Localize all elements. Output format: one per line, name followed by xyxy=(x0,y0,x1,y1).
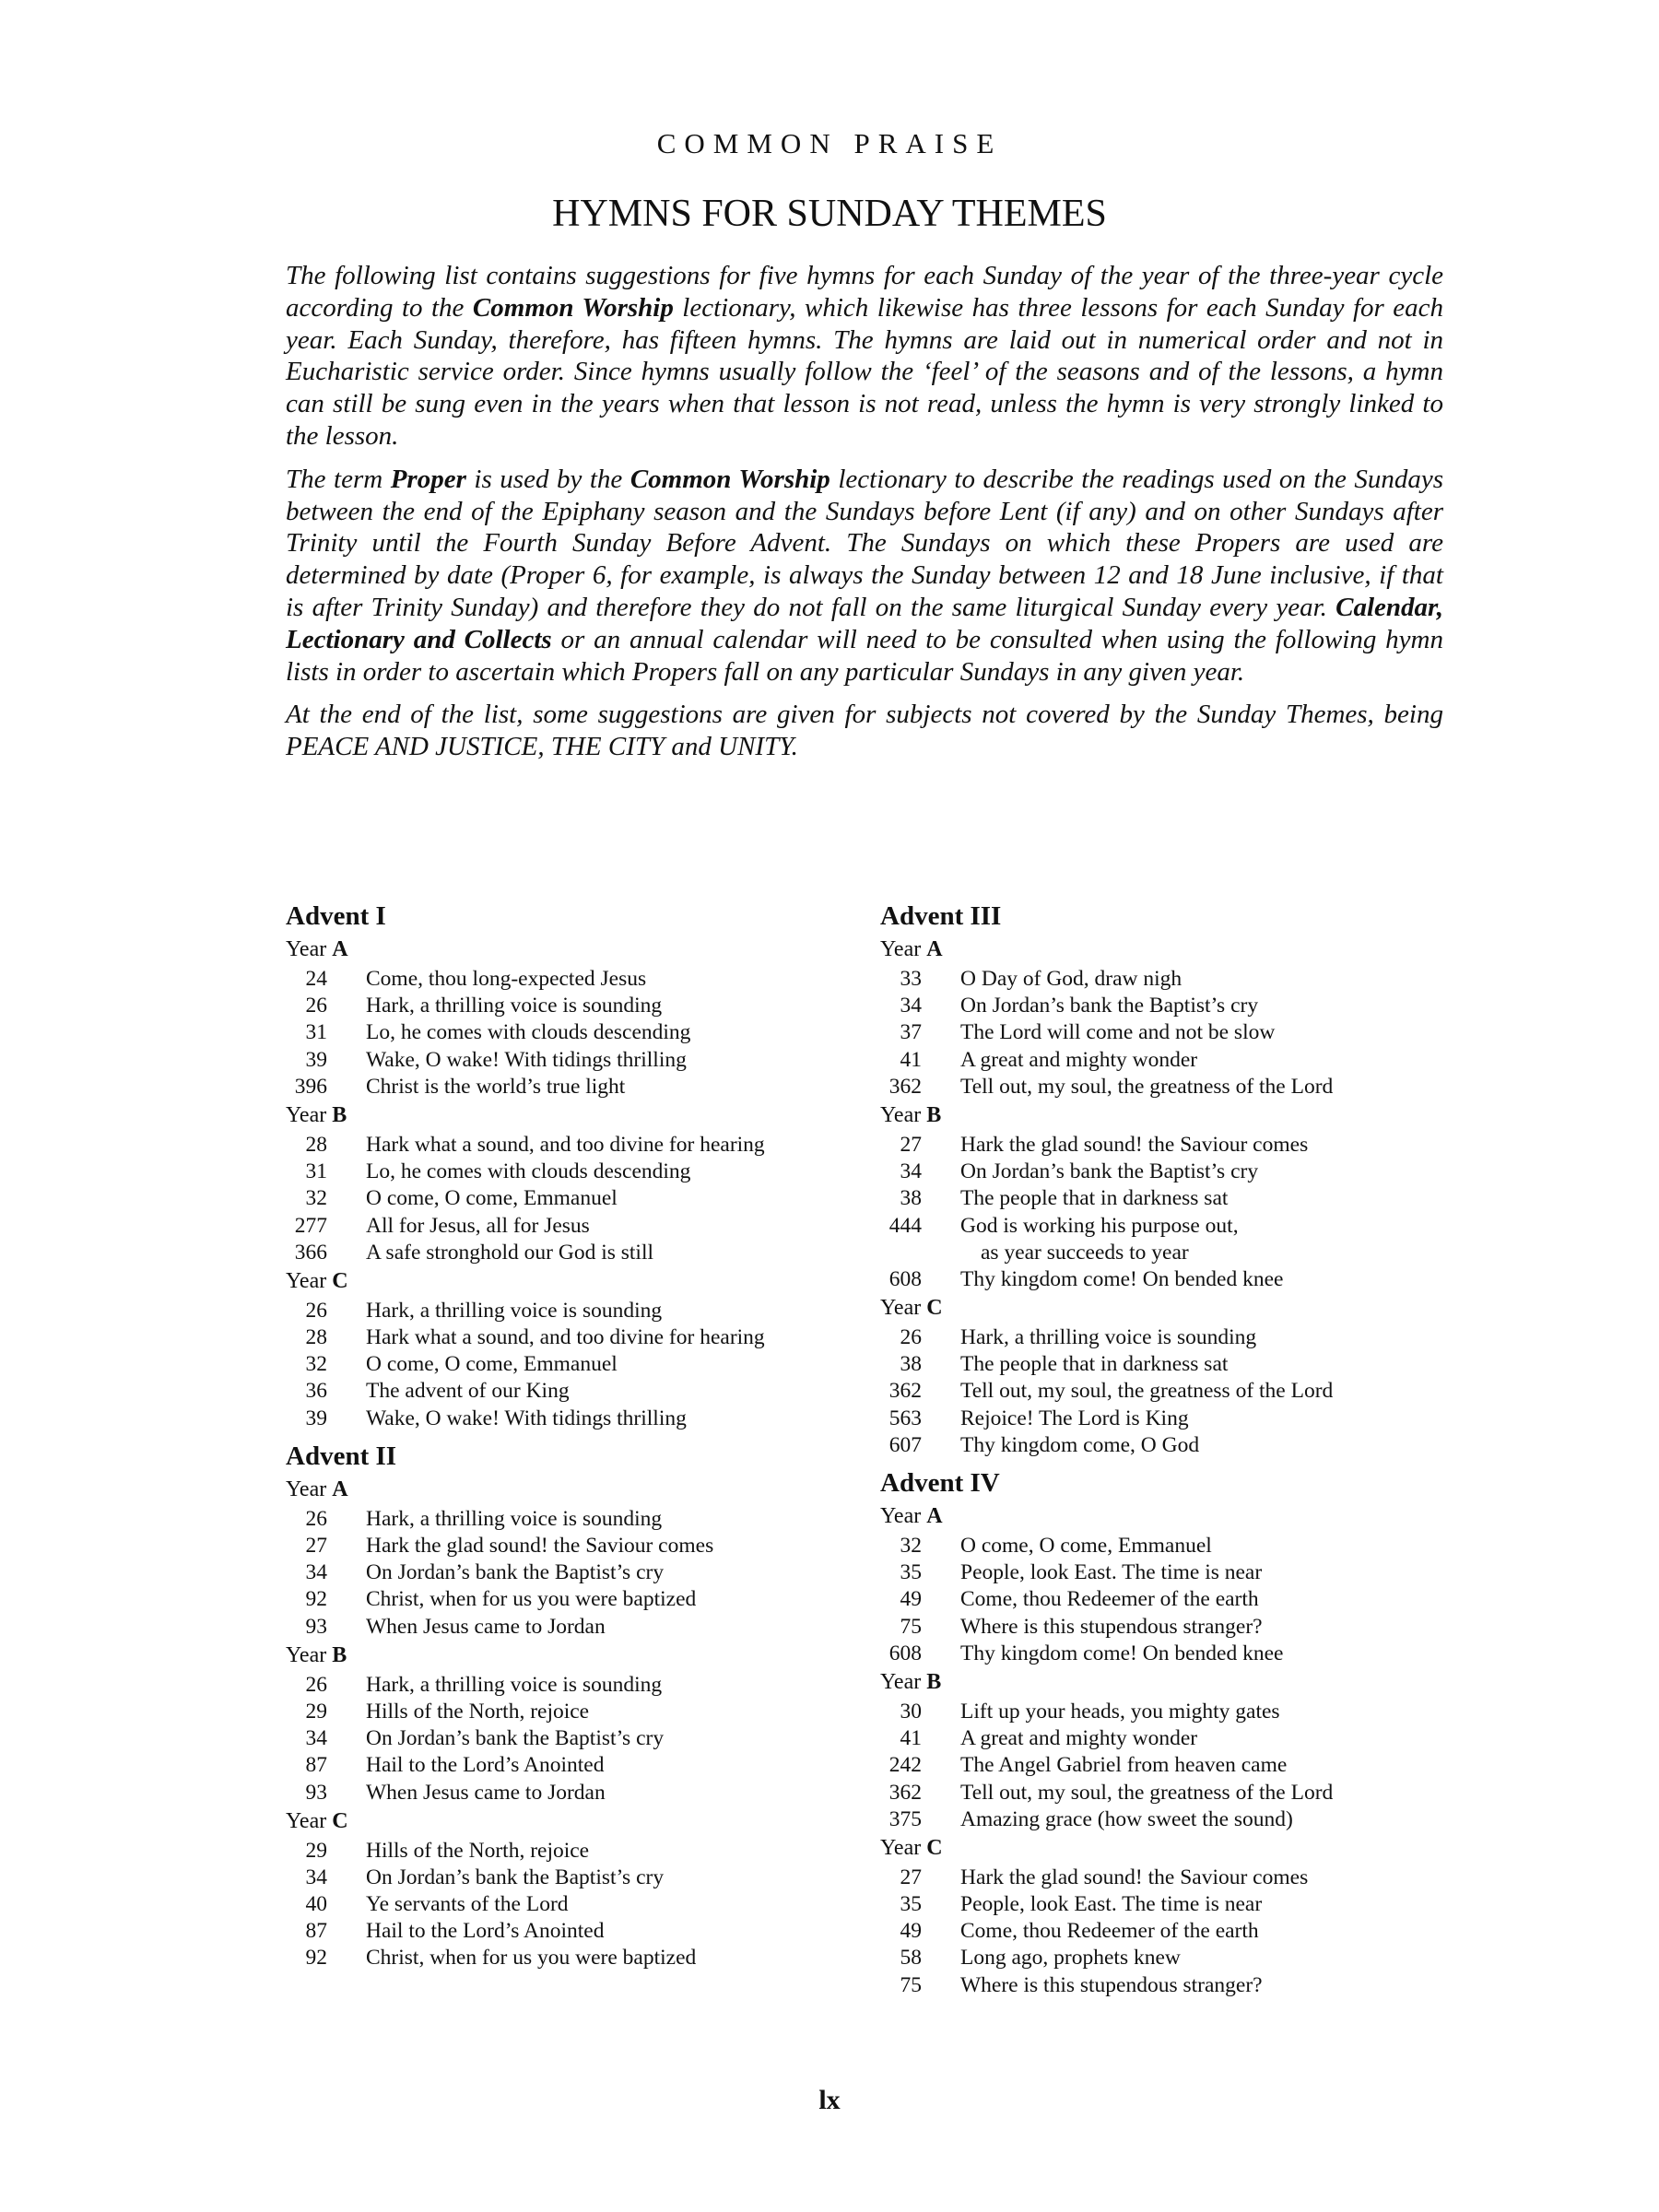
hymn-title: Hark what a sound, and too divine for hearing xyxy=(366,1325,765,1350)
hymn-title: Christ is the world’s true light xyxy=(366,1074,626,1099)
hymn-entry xyxy=(286,1240,857,1266)
year-label: Year xyxy=(286,1808,333,1833)
year-group xyxy=(286,1808,857,1972)
hymn-title: Thy kingdom come, O God xyxy=(960,1432,1200,1457)
season-heading: Advent I xyxy=(286,901,386,931)
hymn-entry xyxy=(880,1185,1452,1212)
hymn-title: The Lord will come and not be slow xyxy=(960,1020,1276,1045)
year-letter: C xyxy=(332,1268,348,1293)
year-group xyxy=(880,1503,1452,1667)
hymn-entry xyxy=(286,1780,857,1806)
hymn-entry xyxy=(286,1047,857,1074)
hymn-entry xyxy=(880,1752,1452,1779)
emphasis-text: Proper xyxy=(390,464,466,494)
year-letter: B xyxy=(332,1102,347,1127)
hymn-entry xyxy=(880,1378,1452,1405)
hymn-title: On Jordan’s bank the Baptist’s cry xyxy=(366,1560,665,1585)
hymn-entry xyxy=(880,1614,1452,1641)
year-label: Year xyxy=(880,1296,927,1321)
text-run: lectionary, which likewise has three lessons for each Sunday for each year. Each Sunday, therefore, has fifteen hymns. The hymns are laid out in numerical order and not in Eucharistic service order. Since hymns usually follow the ‘feel’ of the seasons and of the lessons, a hymn can still be sung even in the years when that lesson is not read, unless the hymn is very strongly linked to the lesson. xyxy=(286,292,1443,451)
hymn-entry xyxy=(286,1159,857,1185)
hymn-entry xyxy=(286,1406,857,1432)
year-heading xyxy=(880,936,1452,962)
hymn-title: Hark the glad sound! the Saviour comes xyxy=(960,1132,1309,1157)
hymn-number: 608 xyxy=(888,1641,922,1665)
hymn-number: 75 xyxy=(900,1972,922,1997)
hymn-number: 362 xyxy=(888,1780,922,1805)
hymn-entry xyxy=(286,1074,857,1100)
year-heading xyxy=(286,1808,857,1834)
hymn-entry xyxy=(880,1806,1452,1833)
year-heading xyxy=(286,1477,857,1502)
hymn-entry xyxy=(286,966,857,993)
year-letter: B xyxy=(926,1669,942,1694)
hymn-entry xyxy=(286,1752,857,1779)
season-heading: Advent II xyxy=(286,1441,397,1471)
hymn-entry xyxy=(286,1506,857,1533)
hymn-title: O come, O come, Emmanuel xyxy=(366,1186,618,1211)
text-run: The following list contains suggestions for five hymns for each Sunday of the year of the three-year cycle according to the xyxy=(286,261,1443,323)
year-label: Year xyxy=(880,1835,927,1860)
hymn-number: 607 xyxy=(888,1432,922,1457)
hymn-number: 444 xyxy=(888,1213,922,1238)
hymn-title: Wake, O wake! With tidings thrilling xyxy=(366,1047,687,1072)
hymn-title: Come, thou long-expected Jesus xyxy=(366,967,647,991)
hymn-entry xyxy=(880,1019,1452,1046)
year-group xyxy=(880,1669,1452,1833)
hymn-number: 31 xyxy=(305,1020,327,1045)
year-label: Year xyxy=(880,1504,927,1528)
hymn-number: 36 xyxy=(305,1379,327,1404)
hymn-entry xyxy=(880,1918,1452,1945)
hymn-entry xyxy=(286,1699,857,1725)
hymn-number: 26 xyxy=(305,1298,327,1323)
intro-text xyxy=(286,260,1443,774)
hymn-number: 563 xyxy=(888,1406,922,1430)
hymn-entry xyxy=(286,1185,857,1212)
hymn-entry xyxy=(286,1298,857,1324)
hymn-title: The advent of our King xyxy=(366,1379,570,1404)
hymn-title: When Jesus came to Jordan xyxy=(366,1780,606,1805)
hymn-number: 34 xyxy=(305,1726,327,1751)
hymn-entry xyxy=(286,1132,857,1159)
hymn-number: 41 xyxy=(900,1047,922,1072)
year-letter: C xyxy=(926,1835,943,1860)
hymn-entry xyxy=(880,1559,1452,1586)
year-heading xyxy=(286,936,857,962)
hymn-title: On Jordan’s bank the Baptist’s cry xyxy=(366,1726,665,1751)
year-heading xyxy=(880,1835,1452,1861)
hymn-number: 28 xyxy=(305,1132,327,1157)
emphasis-text: Common Worship xyxy=(472,292,674,323)
year-letter: A xyxy=(926,1504,943,1528)
hymn-title: Come, thou Redeemer of the earth xyxy=(960,1587,1259,1612)
hymn-entry xyxy=(880,993,1452,1019)
page-number: lx xyxy=(818,2085,841,2115)
intro-paragraph-2 xyxy=(286,464,1443,688)
hymn-number: 35 xyxy=(900,1892,922,1917)
hymn-number: 35 xyxy=(900,1560,922,1585)
hymn-title: The Angel Gabriel from heaven came xyxy=(960,1753,1288,1778)
text-run: is used by the xyxy=(465,464,630,494)
year-letter: C xyxy=(926,1296,943,1321)
hymn-number: 26 xyxy=(305,994,327,1018)
year-heading xyxy=(286,1642,857,1668)
hymn-number: 93 xyxy=(305,1614,327,1639)
hymn-title: Hark, a thrilling voice is sounding xyxy=(960,1325,1257,1350)
hymn-title: Thy kingdom come! On bended knee xyxy=(960,1266,1284,1291)
year-group xyxy=(286,1268,857,1432)
hymn-entry xyxy=(286,1945,857,1971)
hymn-entry xyxy=(286,1351,857,1378)
year-label: Year xyxy=(880,1669,927,1694)
hymn-title: Christ, when for us you were baptized xyxy=(366,1946,697,1971)
hymn-number: 92 xyxy=(305,1587,327,1612)
hymn-entry xyxy=(880,1699,1452,1725)
hymn-title: Amazing grace (how sweet the sound) xyxy=(960,1806,1293,1831)
hymn-number: 26 xyxy=(305,1672,327,1697)
hymn-number: 40 xyxy=(305,1892,327,1917)
hymn-title: O come, O come, Emmanuel xyxy=(960,1534,1212,1558)
hymn-number: 31 xyxy=(305,1159,327,1184)
year-letter: A xyxy=(332,1477,348,1501)
hymn-number: 34 xyxy=(900,1159,922,1184)
hymn-entry xyxy=(286,1559,857,1586)
hymn-entry xyxy=(880,1586,1452,1613)
hymn-title: The people that in darkness sat xyxy=(960,1186,1229,1211)
hymn-title: When Jesus came to Jordan xyxy=(366,1614,606,1639)
hymn-entry xyxy=(880,1351,1452,1378)
hymn-entry xyxy=(880,1074,1452,1100)
hymn-entry xyxy=(286,1614,857,1641)
year-group xyxy=(880,1295,1452,1459)
hymn-title: Hark, a thrilling voice is sounding xyxy=(366,1672,663,1697)
year-letter: B xyxy=(926,1102,942,1127)
hymn-number: 38 xyxy=(900,1186,922,1211)
column-left xyxy=(286,896,857,1976)
hymn-number: 33 xyxy=(900,967,922,991)
year-label: Year xyxy=(286,1268,333,1293)
emphasis-text: Common Worship xyxy=(629,464,830,494)
hymn-number: 396 xyxy=(294,1074,327,1099)
year-letter: B xyxy=(332,1642,347,1667)
hymn-entry xyxy=(880,1047,1452,1074)
hymn-title: A great and mighty wonder xyxy=(960,1047,1198,1072)
hymn-title: Rejoice! The Lord is King xyxy=(960,1406,1189,1430)
hymn-entry xyxy=(880,1266,1452,1293)
hymn-entry xyxy=(880,1641,1452,1667)
hymn-number: 41 xyxy=(900,1726,922,1751)
year-group xyxy=(286,1642,857,1806)
hymn-number: 34 xyxy=(305,1865,327,1889)
text-run: At the end of the list, some suggestions are given for subjects not covered by the Sunday Themes, being PEACE AND JUSTICE, THE CITY and UNITY. xyxy=(286,700,1443,762)
hymn-number: 39 xyxy=(305,1047,327,1072)
hymn-number: 27 xyxy=(900,1865,922,1889)
running-head: COMMON PRAISE xyxy=(656,127,1003,159)
hymn-title: Hills of the North, rejoice xyxy=(366,1699,590,1724)
hymn-number: 366 xyxy=(294,1240,327,1265)
hymn-entry xyxy=(286,1865,857,1891)
hymn-number: 87 xyxy=(305,1919,327,1944)
hymn-entry xyxy=(286,1324,857,1351)
hymn-number: 362 xyxy=(888,1379,922,1404)
hymn-entry xyxy=(880,1865,1452,1891)
hymn-entry xyxy=(286,1891,857,1918)
hymn-title: People, look East. The time is near xyxy=(960,1892,1263,1917)
year-heading xyxy=(880,1102,1452,1128)
hymn-title: Lo, he comes with clouds descending xyxy=(366,1020,691,1045)
hymn-title: Hark, a thrilling voice is sounding xyxy=(366,1298,663,1323)
hymn-number: 58 xyxy=(900,1946,922,1971)
hymn-number: 362 xyxy=(888,1074,922,1099)
hymn-entry xyxy=(286,1838,857,1865)
hymn-number: 92 xyxy=(305,1946,327,1971)
hymn-entry xyxy=(880,966,1452,993)
season-section xyxy=(286,896,857,1432)
hymn-number: 26 xyxy=(900,1325,922,1350)
season-section xyxy=(286,1436,857,1972)
hymn-number: 29 xyxy=(305,1699,327,1724)
hymn-entry xyxy=(880,1725,1452,1752)
hymn-entry xyxy=(286,1586,857,1613)
hymn-entry xyxy=(880,1132,1452,1159)
hymn-title: Hail to the Lord’s Anointed xyxy=(366,1753,605,1778)
hymn-number: 38 xyxy=(900,1352,922,1377)
hymn-entry xyxy=(880,1972,1452,1999)
column-right xyxy=(880,896,1452,2003)
text-run: or an annual calendar will need to be consulted when using the following hymn lists in order to ascertain which Propers fall on any particular Sundays in any given year. xyxy=(286,624,1443,687)
hymn-title: Hark, a thrilling voice is sounding xyxy=(366,994,663,1018)
hymn-entry xyxy=(880,1780,1452,1806)
hymn-number: 49 xyxy=(900,1587,922,1612)
intro-paragraph-3 xyxy=(286,699,1443,763)
hymn-entry xyxy=(880,1432,1452,1459)
hymn-number: 277 xyxy=(294,1213,327,1238)
year-group xyxy=(286,936,857,1100)
hymn-title: Long ago, prophets knew xyxy=(960,1946,1181,1971)
hymn-number: 37 xyxy=(900,1020,922,1045)
hymn-title: Tell out, my soul, the greatness of the Lord xyxy=(960,1379,1334,1404)
hymn-entry xyxy=(286,1019,857,1046)
hymn-number: 242 xyxy=(888,1753,922,1778)
year-letter: C xyxy=(332,1808,348,1833)
hymn-title: Hark what a sound, and too divine for hearing xyxy=(366,1132,765,1157)
hymn-number: 93 xyxy=(305,1780,327,1805)
hymn-title: Tell out, my soul, the greatness of the Lord xyxy=(960,1780,1334,1805)
year-group xyxy=(286,1477,857,1641)
hymn-number: 32 xyxy=(305,1352,327,1377)
hymn-title: All for Jesus, all for Jesus xyxy=(366,1213,590,1238)
hymn-entry xyxy=(286,1672,857,1699)
hymn-entry xyxy=(286,1725,857,1752)
year-heading xyxy=(880,1669,1452,1695)
hymn-number: 34 xyxy=(900,994,922,1018)
hymn-title: God is working his purpose out, xyxy=(960,1213,1239,1238)
year-letter: A xyxy=(332,937,348,961)
hymn-title: Where is this stupendous stranger? xyxy=(960,1972,1263,1997)
hymn-number: 30 xyxy=(900,1699,922,1724)
hymn-title: On Jordan’s bank the Baptist’s cry xyxy=(960,1159,1259,1184)
hymn-number: 27 xyxy=(305,1534,327,1558)
year-label: Year xyxy=(880,937,927,961)
hymn-number: 34 xyxy=(305,1560,327,1585)
year-heading xyxy=(880,1295,1452,1321)
hymn-title: A great and mighty wonder xyxy=(960,1726,1198,1751)
hymn-entry-continuation xyxy=(880,1240,1452,1266)
hymn-entry xyxy=(880,1891,1452,1918)
year-group xyxy=(286,1102,857,1266)
hymn-entry xyxy=(286,1533,857,1559)
hymn-number: 39 xyxy=(305,1406,327,1430)
year-heading xyxy=(880,1503,1452,1529)
hymn-number: 24 xyxy=(305,967,327,991)
hymn-entry xyxy=(880,1533,1452,1559)
hymn-entry xyxy=(286,1918,857,1945)
hymn-title: O come, O come, Emmanuel xyxy=(366,1352,618,1377)
hymn-title: Lift up your heads, you mighty gates xyxy=(960,1699,1280,1724)
hymn-title: Lo, he comes with clouds descending xyxy=(366,1159,691,1184)
hymn-entry xyxy=(880,1945,1452,1971)
season-section xyxy=(880,1463,1452,1999)
year-label: Year xyxy=(286,1642,333,1667)
hymn-title: Wake, O wake! With tidings thrilling xyxy=(366,1406,687,1430)
hymn-title: On Jordan’s bank the Baptist’s cry xyxy=(366,1865,665,1889)
hymn-number: 608 xyxy=(888,1266,922,1291)
year-label: Year xyxy=(880,1102,927,1127)
year-label: Year xyxy=(286,1102,333,1127)
season-heading: Advent III xyxy=(880,901,1002,931)
year-group xyxy=(880,1835,1452,1999)
text-run: lectionary to describe the readings used on the Sundays between the end of the Epiphany season and the Sundays before Lent (if any) and on other Sundays after Trinity until the Fourth Sunday Before Advent. The Sundays on which these Propers are used are determined by date (Proper 6, for example, is always the Sunday between 12 and 18 June inclusive, if that is after Trinity Sunday) and therefore they do not fall on the same liturgical Sunday every year. xyxy=(286,464,1444,622)
text-run: The term xyxy=(286,464,391,494)
hymn-title: Come, thou Redeemer of the earth xyxy=(960,1919,1259,1944)
hymn-number: 29 xyxy=(305,1838,327,1863)
year-heading xyxy=(286,1102,857,1128)
hymn-title: Ye servants of the Lord xyxy=(366,1892,569,1917)
season-heading: Advent IV xyxy=(880,1468,1000,1498)
hymn-number: 75 xyxy=(900,1614,922,1639)
hymn-title: Thy kingdom come! On bended knee xyxy=(960,1641,1284,1665)
hymn-title: Hills of the North, rejoice xyxy=(366,1838,590,1863)
year-group xyxy=(880,1102,1452,1293)
hymn-entry xyxy=(286,993,857,1019)
year-label: Year xyxy=(286,937,333,961)
emphasis-text: Calendar, Lectionary and Collects xyxy=(286,592,1443,654)
hymn-number: 26 xyxy=(305,1506,327,1531)
hymn-title: Hail to the Lord’s Anointed xyxy=(366,1919,605,1944)
hymn-title: A safe stronghold our God is still xyxy=(366,1240,654,1265)
hymn-number: 32 xyxy=(900,1534,922,1558)
hymn-title: People, look East. The time is near xyxy=(960,1560,1263,1585)
hymn-number: 27 xyxy=(900,1132,922,1157)
hymn-entry xyxy=(880,1159,1452,1185)
hymn-title: Hark, a thrilling voice is sounding xyxy=(366,1506,663,1531)
hymn-entry xyxy=(880,1213,1452,1240)
year-label: Year xyxy=(286,1477,333,1501)
hymn-entry xyxy=(286,1213,857,1240)
page-title: HYMNS FOR SUNDAY THEMES xyxy=(552,193,1107,235)
hymn-title: Hark the glad sound! the Saviour comes xyxy=(366,1534,714,1558)
hymn-title-continued: as year succeeds to year xyxy=(981,1240,1189,1265)
hymn-title: The people that in darkness sat xyxy=(960,1352,1229,1377)
hymn-title: Hark the glad sound! the Saviour comes xyxy=(960,1865,1309,1889)
year-group xyxy=(880,936,1452,1100)
hymn-number: 49 xyxy=(900,1919,922,1944)
year-letter: A xyxy=(926,937,943,961)
hymn-number-blank xyxy=(880,1240,922,1266)
hymn-number: 375 xyxy=(888,1806,922,1831)
hymn-title: Where is this stupendous stranger? xyxy=(960,1614,1263,1639)
intro-paragraph-1 xyxy=(286,260,1443,453)
season-section xyxy=(880,896,1452,1459)
hymn-title: Christ, when for us you were baptized xyxy=(366,1587,697,1612)
hymn-title: Tell out, my soul, the greatness of the Lord xyxy=(960,1074,1334,1099)
hymn-title: On Jordan’s bank the Baptist’s cry xyxy=(960,994,1259,1018)
year-heading xyxy=(286,1268,857,1294)
hymn-entry xyxy=(880,1406,1452,1432)
hymn-number: 28 xyxy=(305,1325,327,1350)
hymn-entry xyxy=(286,1378,857,1405)
hymn-number: 87 xyxy=(305,1753,327,1778)
hymn-title: O Day of God, draw nigh xyxy=(960,967,1182,991)
hymn-entry xyxy=(880,1324,1452,1351)
hymn-number: 32 xyxy=(305,1186,327,1211)
